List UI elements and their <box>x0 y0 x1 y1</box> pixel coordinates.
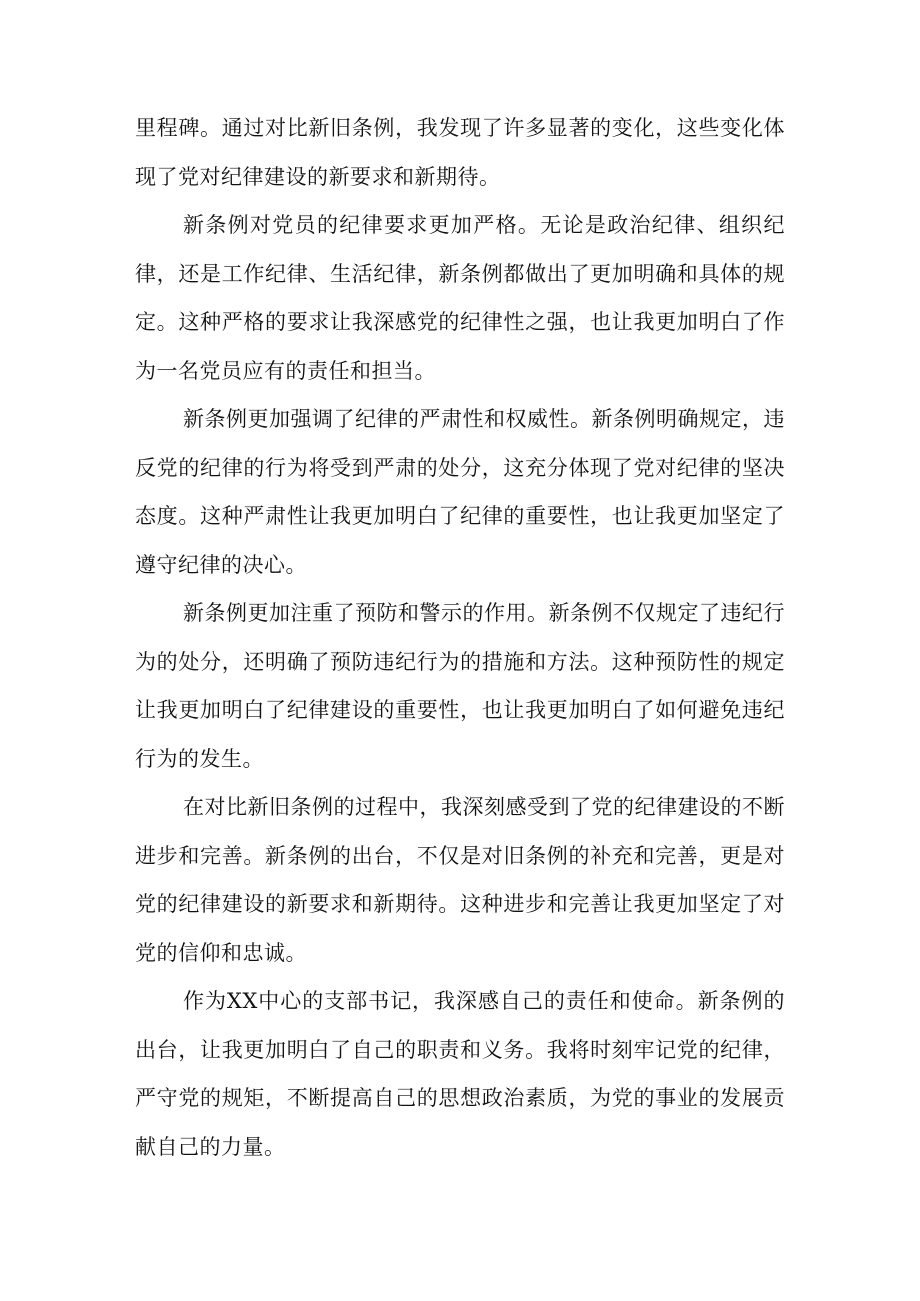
paragraph-prevention-warning: 新条例更加注重了预防和警示的作用。新条例不仅规定了违纪行为的处分，还明确了预防违纪行为的措施和方法。这种预防性的规定让我更加明白了纪律建设的重要性，也让我更加明白了如何避免违纪行为的发生。 <box>135 601 785 771</box>
paragraph-seriousness-authority: 新条例更加强调了纪律的严肃性和权威性。新条例明确规定，违反党的纪律的行为将受到严肃的处分，这充分体现了党对纪律的坚决态度。这种严肃性让我更加明白了纪律的重要性，也让我更加坚定了遵守纪律的决心。 <box>135 407 785 577</box>
document-body <box>135 104 785 1171</box>
paragraph-branch-secretary: 作为XX中心的支部书记，我深感自己的责任和使命。新条例的出台，让我更加明白了自己的职责和义务。我将时刻牢记党的纪律，严守党的规矩，不断提高自己的思想政治素质，为党的事业的发展贡献自己的力量。 <box>135 989 785 1159</box>
paragraph-continuation: 里程碑。通过对比新旧条例，我发现了许多显著的变化，这些变化体现了党对纪律建设的新要求和新期待。 <box>135 116 785 189</box>
paragraph-stricter-requirements: 新条例对党员的纪律要求更加严格。无论是政治纪律、组织纪律，还是工作纪律、生活纪律，新条例都做出了更加明确和具体的规定。这种严格的要求让我深感党的纪律性之强，也让我更加明白了作为一名党员应有的责任和担当。 <box>135 213 785 383</box>
paragraph-progress-improvement: 在对比新旧条例的过程中，我深刻感受到了党的纪律建设的不断进步和完善。新条例的出台，不仅是对旧条例的补充和完善，更是对党的纪律建设的新要求和新期待。这种进步和完善让我更加坚定了对党的信仰和忠诚。 <box>135 795 785 965</box>
